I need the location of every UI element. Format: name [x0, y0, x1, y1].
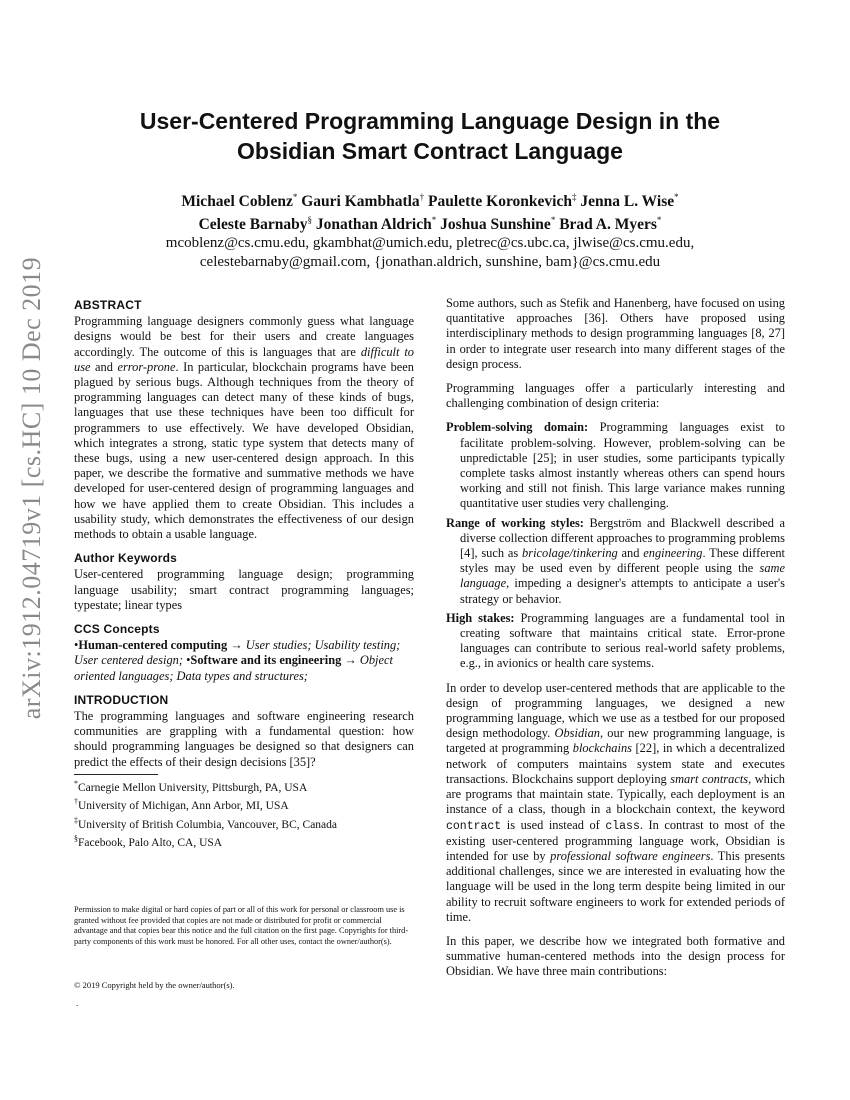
ccs-text	[74, 638, 414, 684]
author-block	[90, 188, 770, 272]
affiliation-mark: *	[431, 215, 437, 226]
criteria-text: Bergström and Blackwell described a diverse collection different approaches to programming problems [4], such as	[460, 515, 785, 561]
ccs-bullet: •	[186, 653, 191, 668]
affiliation-mark: *	[656, 215, 662, 226]
ccs-subconcepts: Object oriented languages; Data types and structures;	[74, 653, 393, 683]
footnote	[74, 795, 414, 813]
author-name: Paulette Koronkevich	[428, 193, 572, 211]
affiliation-mark: †	[419, 192, 425, 202]
footnote-mark: ‡	[74, 815, 78, 825]
author-name: Jonathan Aldrich	[315, 216, 432, 234]
abstract-part: . In particular, blockchain programs have been plagued by serious bugs. Although techniques from the theory of programming languages can detect many of these kinds of bugs, languages that use these techniques have been too difficult for programmers to use effectively. We have developed Obsidian, which integrates a strong, static type system that detects many of these bugs, using a new user-centered design approach. In this paper, we describe the formative and summative methods we have developed for user-centered design of programming languages and how we have applied them to create Obsidian. This includes a usability study, which demonstrates the effectiveness of our design methods to obtain a usable language.	[74, 359, 414, 542]
paragraph: Some authors, such as Stefik and Hanenberg, have focused on using quantitative approaches [36]. Others have proposed using interdisciplinary methods to design programming languages [8, 27] in order to integrate user research into many different stages of the design process.	[446, 296, 785, 371]
abstract-text	[74, 314, 414, 542]
criteria-item	[446, 516, 785, 607]
permission-notice: Permission to make digital or hard copies of part or all of this work for personal or classroom use is granted without fee provided that copies are not made or distributed for profit or commercial advantage and that copies bear this notice and the full citation on the first page. Copyrights for third-party components of this work must be honored. For all other uses, contact the owner/author(s).	[74, 905, 409, 946]
criteria-text: . These different styles may be used even by different people using the	[460, 546, 785, 576]
text-part: is used instead of	[506, 817, 600, 832]
abstract-heading: ABSTRACT	[74, 298, 142, 312]
author-name: Joshua Sunshine	[440, 216, 551, 234]
footnote	[74, 832, 414, 850]
ccs-arrow: →	[344, 653, 357, 668]
author-name: Jenna L. Wise	[580, 193, 675, 211]
criteria-label: Problem-solving domain:	[446, 420, 589, 435]
text-part: In order to develop user-centered methods that are applicable to the design of programming languages, we designed a new programming language, which we use as a testbed for our proposed design methodology.	[446, 680, 785, 741]
keywords-heading: Author Keywords	[74, 551, 178, 566]
text-part: [22], in which a decentralized network of computers maintains system state and executes transactions. Blockchains support deploying	[446, 741, 786, 786]
author-name: Gauri Kambhatla	[301, 193, 420, 211]
introduction-heading: INTRODUCTION	[74, 692, 169, 707]
ccs-concept: Human-centered computing	[78, 638, 228, 653]
code-keyword: class	[605, 819, 640, 833]
footnote-text: Facebook, Palo Alto, CA, USA	[78, 836, 223, 849]
paragraph: In this paper, we describe how we integrated both formative and summative human-centered methods into the design process for Obsidian. We have three main contributions:	[446, 933, 785, 979]
emphasis: blockchains	[572, 741, 632, 756]
criteria-item	[446, 611, 785, 672]
emphasis: smart contracts	[670, 771, 749, 786]
title-line-1: User-Centered Programming Language Design in the	[139, 108, 721, 134]
criteria-text: Programming languages are a fundamental tool in creating software that maintains critical state. Error-prone languages can contribute to serious real-world safety problems, e.g., in avionics or health care systems.	[460, 610, 785, 671]
text-part: , our new programming language, is targeted at programming	[446, 726, 785, 756]
ccs-arrow: →	[230, 638, 243, 653]
copyright-notice: © 2019 Copyright held by the owner/author(s).	[74, 980, 235, 990]
criteria-label: Range of working styles:	[446, 515, 584, 530]
arxiv-stamp	[0, 0, 64, 1100]
author-name: Brad A. Myers	[559, 216, 657, 234]
stray-mark: .	[76, 998, 79, 1008]
emphasis: professional software engineers	[550, 848, 711, 863]
abstract-part: and	[95, 359, 113, 374]
abstract-part: Programming language designers commonly guess what language designs would be best for their users and create languages accordingly. The outcome of this is languages that are	[74, 314, 414, 359]
criteria-emphasis: bricolage/tinkering	[522, 546, 618, 561]
footnotes	[74, 777, 414, 850]
emphasis: Obsidian	[554, 726, 600, 741]
ccs-concept: Software and its engineering	[190, 653, 342, 668]
ccs-heading: CCS Concepts	[74, 622, 160, 637]
footnote	[74, 814, 414, 832]
author-line-2	[90, 211, 770, 234]
affiliation-mark: ‡	[571, 192, 577, 202]
right-column	[446, 296, 785, 989]
abstract-emphasis: error-prone	[117, 359, 176, 374]
criteria-emphasis: same language	[460, 561, 785, 591]
criteria-item	[446, 420, 785, 511]
abstract-emphasis: difficult to use	[74, 344, 414, 374]
criteria-text: Programming languages exist to facilitate problem-solving. However, problem-solving can be unpredictable [25]; in user studies, some participants typically complete tasks almost instantly whereas others can spend hours working and still not finish. This large variance makes running quantitative user studies very challenging.	[460, 420, 785, 511]
affiliation-mark: *	[292, 192, 298, 202]
keywords-text: User-centered programming language design; programming language usability; smart contract programming languages; typestate; linear types	[74, 567, 414, 612]
paragraph	[446, 681, 785, 925]
author-name: Michael Coblenz	[181, 193, 293, 211]
code-keyword: contract	[446, 819, 502, 833]
ccs-bullet: •	[74, 638, 79, 653]
text-part: . In contrast to most of the existing user-centered programming language work, Obsidian is intended for use by	[446, 817, 785, 863]
text-part: , which are programs that maintain state. Typically, each deployment is an instance of a class, though in a blockchain context, the keyword	[446, 771, 785, 817]
arxiv-identifier: arXiv:1912.04719v1 [cs.HC] 10 Dec 2019	[17, 256, 46, 720]
introduction-text: The programming languages and software engineering research communities are grappling with a fundamental question: how should programming languages be designed so that designers can predict the effects of their design decisions [35]?	[74, 709, 414, 769]
text-part: . This presents additional challenges, since we are interested in evaluating how the language will be used in the long term despite being limited in our ability to recruit software engineers to work for extended periods of time.	[446, 848, 785, 924]
ccs-subconcepts: User studies; Usability testing; User centered design;	[74, 638, 401, 668]
affiliation-mark: *	[674, 192, 679, 202]
paper-title	[90, 106, 770, 166]
left-column	[74, 298, 414, 850]
criteria-text: , impeding a designer's attempts to anticipate a user's strategy or behavior.	[460, 576, 785, 606]
paragraph: Programming languages offer a particularly interesting and challenging combination of design criteria:	[446, 381, 785, 411]
criteria-emphasis: engineering	[643, 546, 703, 561]
footnote-text: University of British Columbia, Vancouver, BC, Canada	[78, 818, 338, 831]
footnote	[74, 777, 414, 795]
email-line-1: mcoblenz@cs.cmu.edu, gkambhat@umich.edu, pletrec@cs.ubc.ca, jlwise@cs.cmu.edu,	[165, 235, 695, 252]
criteria-text: and	[621, 546, 640, 561]
criteria-label: High stakes:	[446, 610, 515, 625]
title-line-2: Obsidian Smart Contract Language	[237, 138, 623, 164]
footnote-mark: †	[74, 797, 78, 807]
affiliation-mark: *	[550, 215, 556, 226]
footnote-text: University of Michigan, Ann Arbor, MI, USA	[78, 800, 289, 813]
footnote-mark: *	[74, 778, 78, 788]
author-name: Celeste Barnaby	[198, 216, 308, 234]
affiliation-mark: §	[307, 215, 312, 226]
footnote-mark: §	[74, 833, 78, 843]
title-block	[90, 106, 770, 272]
footnote-text: Carnegie Mellon University, Pittsburgh, PA, USA	[78, 781, 308, 794]
author-line-1	[90, 188, 770, 211]
email-line-2: celestebarnaby@gmail.com, {jonathan.aldrich, sunshine, bam}@cs.cmu.edu	[199, 254, 661, 271]
